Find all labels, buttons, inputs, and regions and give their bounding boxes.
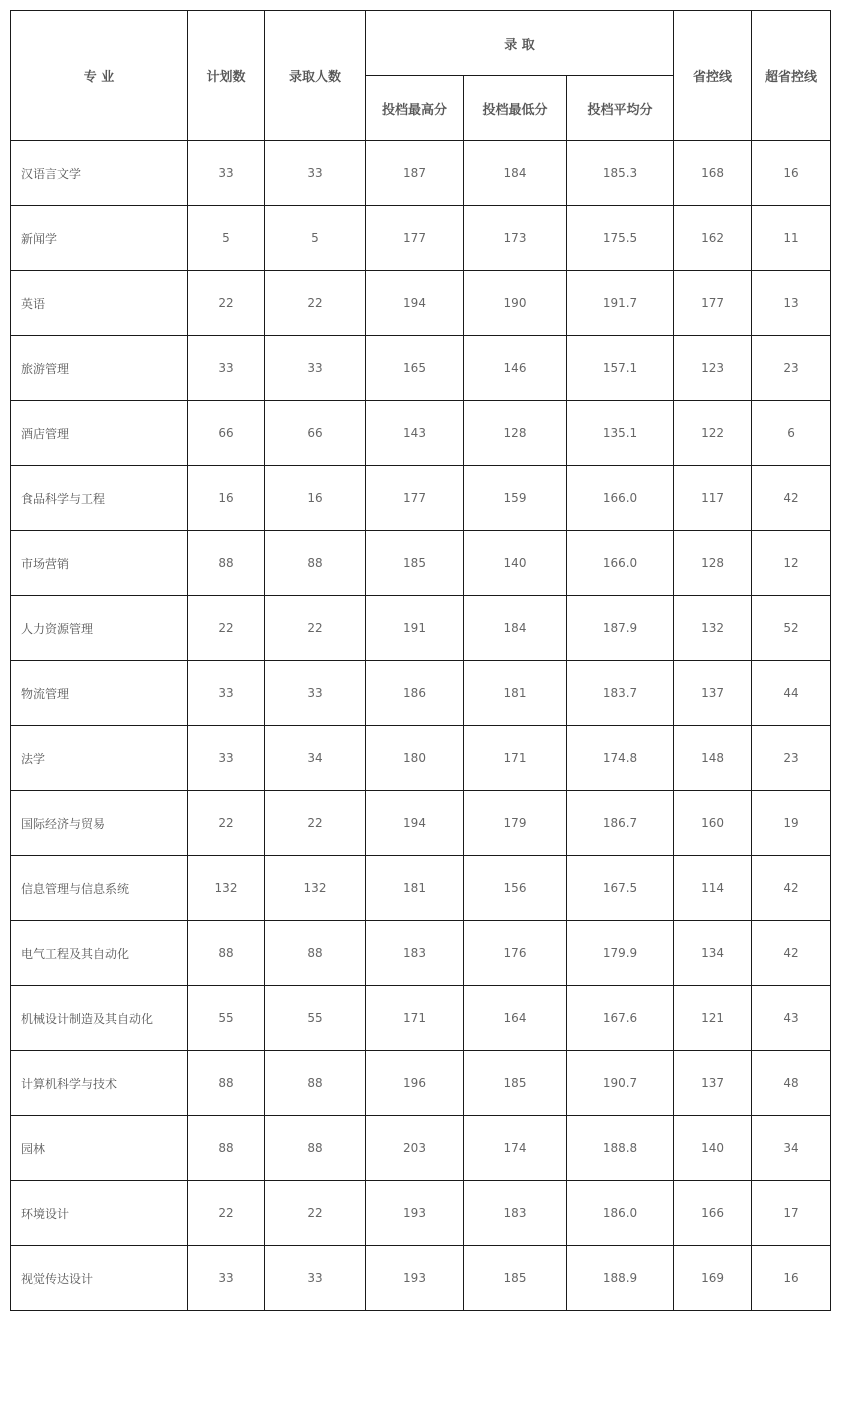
cell-min-score: 128	[464, 401, 567, 466]
cell-above-line: 11	[752, 206, 831, 271]
table-row	[11, 856, 831, 921]
cell-max-score: 177	[366, 466, 464, 531]
cell-plan: 88	[188, 921, 265, 986]
cell-provincial-line: 121	[674, 986, 752, 1051]
cell-plan: 33	[188, 661, 265, 726]
cell-min-score: 184	[464, 141, 567, 206]
cell-above-line: 42	[752, 921, 831, 986]
header-major: 专 业	[11, 11, 188, 141]
cell-provincial-line: 117	[674, 466, 752, 531]
cell-avg-score: 186.7	[567, 791, 674, 856]
cell-plan: 66	[188, 401, 265, 466]
cell-max-score: 171	[366, 986, 464, 1051]
cell-min-score: 173	[464, 206, 567, 271]
cell-provincial-line: 168	[674, 141, 752, 206]
cell-above-line: 17	[752, 1181, 831, 1246]
cell-provincial-line: 128	[674, 531, 752, 596]
cell-provincial-line: 114	[674, 856, 752, 921]
cell-above-line: 12	[752, 531, 831, 596]
cell-provincial-line: 166	[674, 1181, 752, 1246]
cell-max-score: 181	[366, 856, 464, 921]
cell-min-score: 174	[464, 1116, 567, 1181]
cell-above-line: 42	[752, 466, 831, 531]
table-row	[11, 271, 831, 336]
cell-provincial-line: 148	[674, 726, 752, 791]
cell-provincial-line: 137	[674, 1051, 752, 1116]
cell-min-score: 179	[464, 791, 567, 856]
header-admission-group: 录 取	[366, 11, 674, 76]
table-row	[11, 1181, 831, 1246]
table-row	[11, 336, 831, 401]
cell-min-score: 184	[464, 596, 567, 661]
cell-min-score: 185	[464, 1246, 567, 1311]
cell-avg-score: 183.7	[567, 661, 674, 726]
table-row	[11, 531, 831, 596]
cell-major: 酒店管理	[11, 401, 188, 466]
cell-major: 视觉传达设计	[11, 1246, 188, 1311]
cell-avg-score: 188.9	[567, 1246, 674, 1311]
cell-min-score: 146	[464, 336, 567, 401]
cell-max-score: 177	[366, 206, 464, 271]
table-row	[11, 1246, 831, 1311]
table-row	[11, 921, 831, 986]
cell-plan: 132	[188, 856, 265, 921]
cell-admitted: 22	[265, 791, 366, 856]
cell-admitted: 22	[265, 596, 366, 661]
cell-provincial-line: 134	[674, 921, 752, 986]
cell-avg-score: 175.5	[567, 206, 674, 271]
table-row	[11, 791, 831, 856]
cell-avg-score: 174.8	[567, 726, 674, 791]
cell-plan: 22	[188, 791, 265, 856]
cell-provincial-line: 177	[674, 271, 752, 336]
table-row	[11, 206, 831, 271]
cell-max-score: 186	[366, 661, 464, 726]
cell-min-score: 164	[464, 986, 567, 1051]
table-row	[11, 141, 831, 206]
cell-avg-score: 166.0	[567, 466, 674, 531]
cell-avg-score: 167.5	[567, 856, 674, 921]
table-header	[11, 11, 831, 141]
cell-above-line: 44	[752, 661, 831, 726]
cell-major: 计算机科学与技术	[11, 1051, 188, 1116]
cell-above-line: 6	[752, 401, 831, 466]
cell-min-score: 159	[464, 466, 567, 531]
cell-above-line: 23	[752, 336, 831, 401]
cell-plan: 33	[188, 141, 265, 206]
cell-admitted: 88	[265, 1051, 366, 1116]
cell-max-score: 196	[366, 1051, 464, 1116]
table-row	[11, 401, 831, 466]
cell-admitted: 33	[265, 1246, 366, 1311]
cell-plan: 33	[188, 726, 265, 791]
cell-avg-score: 187.9	[567, 596, 674, 661]
cell-above-line: 48	[752, 1051, 831, 1116]
cell-max-score: 185	[366, 531, 464, 596]
cell-min-score: 190	[464, 271, 567, 336]
table-row	[11, 1116, 831, 1181]
cell-plan: 5	[188, 206, 265, 271]
cell-admitted: 33	[265, 336, 366, 401]
cell-max-score: 143	[366, 401, 464, 466]
table-row	[11, 661, 831, 726]
cell-plan: 88	[188, 531, 265, 596]
cell-max-score: 193	[366, 1181, 464, 1246]
cell-max-score: 193	[366, 1246, 464, 1311]
cell-avg-score: 157.1	[567, 336, 674, 401]
cell-admitted: 66	[265, 401, 366, 466]
cell-above-line: 42	[752, 856, 831, 921]
table-row	[11, 1051, 831, 1116]
cell-admitted: 132	[265, 856, 366, 921]
header-plan: 计划数	[188, 11, 265, 141]
cell-avg-score: 185.3	[567, 141, 674, 206]
cell-plan: 22	[188, 596, 265, 661]
cell-plan: 88	[188, 1051, 265, 1116]
cell-major: 旅游管理	[11, 336, 188, 401]
cell-above-line: 16	[752, 141, 831, 206]
cell-provincial-line: 122	[674, 401, 752, 466]
cell-above-line: 43	[752, 986, 831, 1051]
cell-major: 国际经济与贸易	[11, 791, 188, 856]
cell-max-score: 194	[366, 791, 464, 856]
cell-max-score: 183	[366, 921, 464, 986]
cell-major: 人力资源管理	[11, 596, 188, 661]
cell-max-score: 203	[366, 1116, 464, 1181]
cell-above-line: 13	[752, 271, 831, 336]
cell-major: 市场营销	[11, 531, 188, 596]
cell-provincial-line: 162	[674, 206, 752, 271]
cell-min-score: 181	[464, 661, 567, 726]
cell-plan: 55	[188, 986, 265, 1051]
table-row	[11, 726, 831, 791]
header-admitted: 录取人数	[265, 11, 366, 141]
cell-admitted: 55	[265, 986, 366, 1051]
cell-admitted: 22	[265, 271, 366, 336]
cell-admitted: 33	[265, 141, 366, 206]
cell-admitted: 34	[265, 726, 366, 791]
cell-major: 园林	[11, 1116, 188, 1181]
cell-admitted: 33	[265, 661, 366, 726]
cell-provincial-line: 123	[674, 336, 752, 401]
cell-plan: 88	[188, 1116, 265, 1181]
cell-max-score: 191	[366, 596, 464, 661]
cell-major: 汉语言文学	[11, 141, 188, 206]
cell-max-score: 180	[366, 726, 464, 791]
cell-admitted: 88	[265, 531, 366, 596]
cell-major: 法学	[11, 726, 188, 791]
cell-admitted: 16	[265, 466, 366, 531]
cell-plan: 33	[188, 336, 265, 401]
cell-max-score: 194	[366, 271, 464, 336]
table-body	[11, 141, 831, 1311]
cell-min-score: 183	[464, 1181, 567, 1246]
cell-major: 信息管理与信息系统	[11, 856, 188, 921]
cell-above-line: 52	[752, 596, 831, 661]
cell-avg-score: 191.7	[567, 271, 674, 336]
cell-plan: 22	[188, 1181, 265, 1246]
cell-major: 机械设计制造及其自动化	[11, 986, 188, 1051]
table-row	[11, 986, 831, 1051]
cell-provincial-line: 132	[674, 596, 752, 661]
cell-admitted: 88	[265, 921, 366, 986]
cell-admitted: 22	[265, 1181, 366, 1246]
cell-admitted: 88	[265, 1116, 366, 1181]
header-max-score: 投档最高分	[366, 76, 464, 141]
cell-min-score: 176	[464, 921, 567, 986]
cell-max-score: 187	[366, 141, 464, 206]
cell-avg-score: 190.7	[567, 1051, 674, 1116]
cell-major: 环境设计	[11, 1181, 188, 1246]
cell-provincial-line: 169	[674, 1246, 752, 1311]
cell-major: 电气工程及其自动化	[11, 921, 188, 986]
cell-plan: 33	[188, 1246, 265, 1311]
table-row	[11, 466, 831, 531]
cell-admitted: 5	[265, 206, 366, 271]
cell-major: 英语	[11, 271, 188, 336]
header-min-score: 投档最低分	[464, 76, 567, 141]
cell-provincial-line: 160	[674, 791, 752, 856]
header-above-line: 超省控线	[752, 11, 831, 141]
cell-above-line: 23	[752, 726, 831, 791]
table-row	[11, 596, 831, 661]
cell-major: 物流管理	[11, 661, 188, 726]
cell-plan: 22	[188, 271, 265, 336]
cell-avg-score: 166.0	[567, 531, 674, 596]
cell-provincial-line: 140	[674, 1116, 752, 1181]
admission-score-table	[10, 10, 831, 1311]
cell-min-score: 185	[464, 1051, 567, 1116]
cell-provincial-line: 137	[674, 661, 752, 726]
cell-min-score: 140	[464, 531, 567, 596]
cell-avg-score: 186.0	[567, 1181, 674, 1246]
cell-max-score: 165	[366, 336, 464, 401]
cell-min-score: 156	[464, 856, 567, 921]
cell-major: 食品科学与工程	[11, 466, 188, 531]
cell-avg-score: 188.8	[567, 1116, 674, 1181]
cell-plan: 16	[188, 466, 265, 531]
cell-avg-score: 167.6	[567, 986, 674, 1051]
header-avg-score: 投档平均分	[567, 76, 674, 141]
cell-above-line: 16	[752, 1246, 831, 1311]
cell-major: 新闻学	[11, 206, 188, 271]
cell-above-line: 19	[752, 791, 831, 856]
cell-min-score: 171	[464, 726, 567, 791]
cell-above-line: 34	[752, 1116, 831, 1181]
header-provincial-line: 省控线	[674, 11, 752, 141]
cell-avg-score: 135.1	[567, 401, 674, 466]
cell-avg-score: 179.9	[567, 921, 674, 986]
